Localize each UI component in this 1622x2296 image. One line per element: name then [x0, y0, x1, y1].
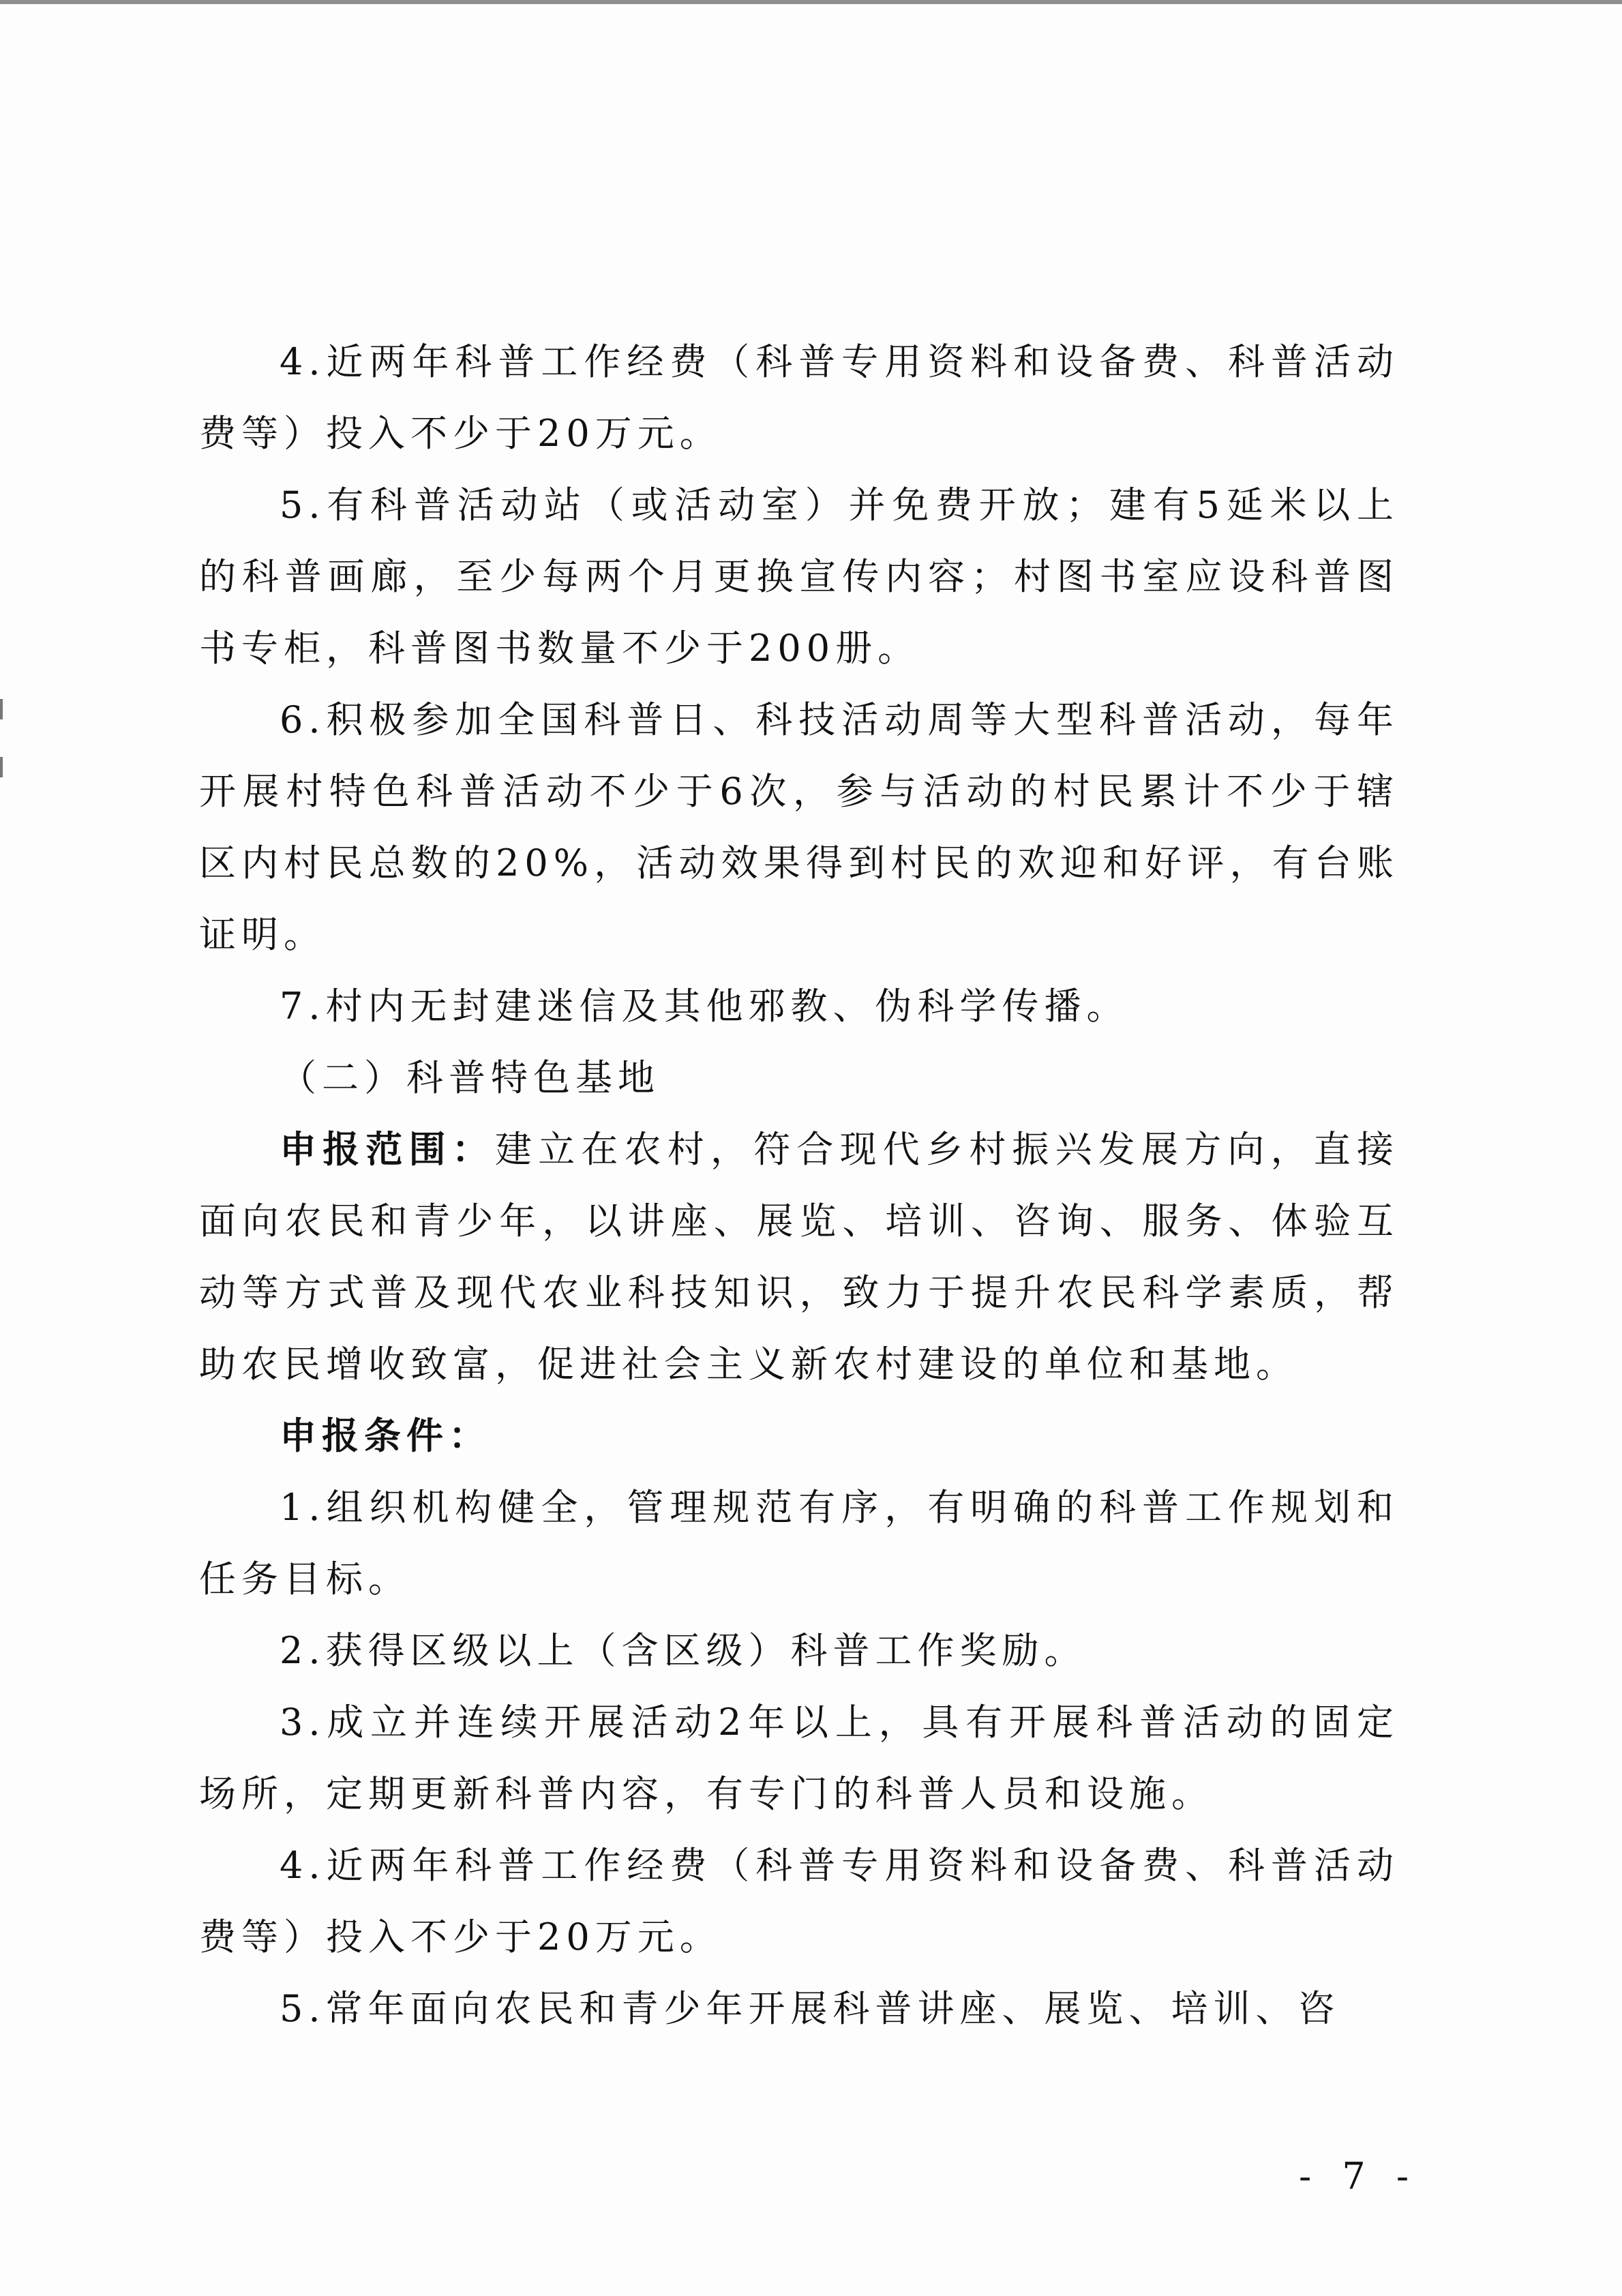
scope-text: 建立在农村，符合现代乡村振兴发展方向，直接面向农民和青少年，以讲座、展览、培训、咨询、服务、体验互动等方式普及现代农业科技知识，致力于提升农民科学素质，帮助农民增收致富，促进社会主义新农村建设的单位和基地。	[199, 1128, 1399, 1386]
page-number: - 7 -	[1299, 2155, 1419, 2198]
paragraph: 6.积极参加全国科普日、科技活动周等大型科普活动，每年开展村特色科普活动不少于6次，参与活动的村民累计不少于辖区内村民总数的20%，活动效果得到村民的欢迎和好评，有台账证明。	[199, 698, 1399, 956]
section-heading: （二）科普特色基地	[280, 1056, 660, 1099]
scope-paragraph	[199, 1114, 1399, 1400]
body-text	[199, 326, 1399, 2044]
paragraph: 5.有科普活动站（或活动室）并免费开放；建有5延米以上的科普画廊，至少每两个月更换宣传内容；村图书室应设科普图书专柜，科普图书数量不少于200册。	[199, 483, 1399, 670]
scope-label: 申报范围：	[280, 1127, 495, 1171]
paragraph: 4.近两年科普工作经费（科普专用资料和设备费、科普活动费等）投入不少于20万元。	[199, 340, 1399, 455]
scan-top-edge	[0, 0, 1622, 4]
binding-mark	[0, 699, 10, 719]
condition-item: 3.成立并连续开展活动2年以上，具有开展科普活动的固定场所，定期更新科普内容，有专门的科普人员和设施。	[199, 1701, 1399, 1815]
paragraph: 7.村内无封建迷信及其他邪教、伪科学传播。	[280, 985, 1129, 1028]
condition-item: 1.组织机构健全，管理规范有序，有明确的科普工作规划和任务目标。	[199, 1486, 1399, 1600]
condition-item: 4.近两年科普工作经费（科普专用资料和设备费、科普活动费等）投入不少于20万元。	[199, 1844, 1399, 1958]
binding-mark	[0, 757, 10, 777]
condition-item: 5.常年面向农民和青少年开展科普讲座、展览、培训、咨	[280, 1987, 1340, 2030]
condition-item: 2.获得区级以上（含区级）科普工作奖励。	[280, 1629, 1087, 1672]
conditions-label: 申报条件：	[280, 1414, 491, 1457]
conditions-heading	[199, 1400, 1399, 1472]
